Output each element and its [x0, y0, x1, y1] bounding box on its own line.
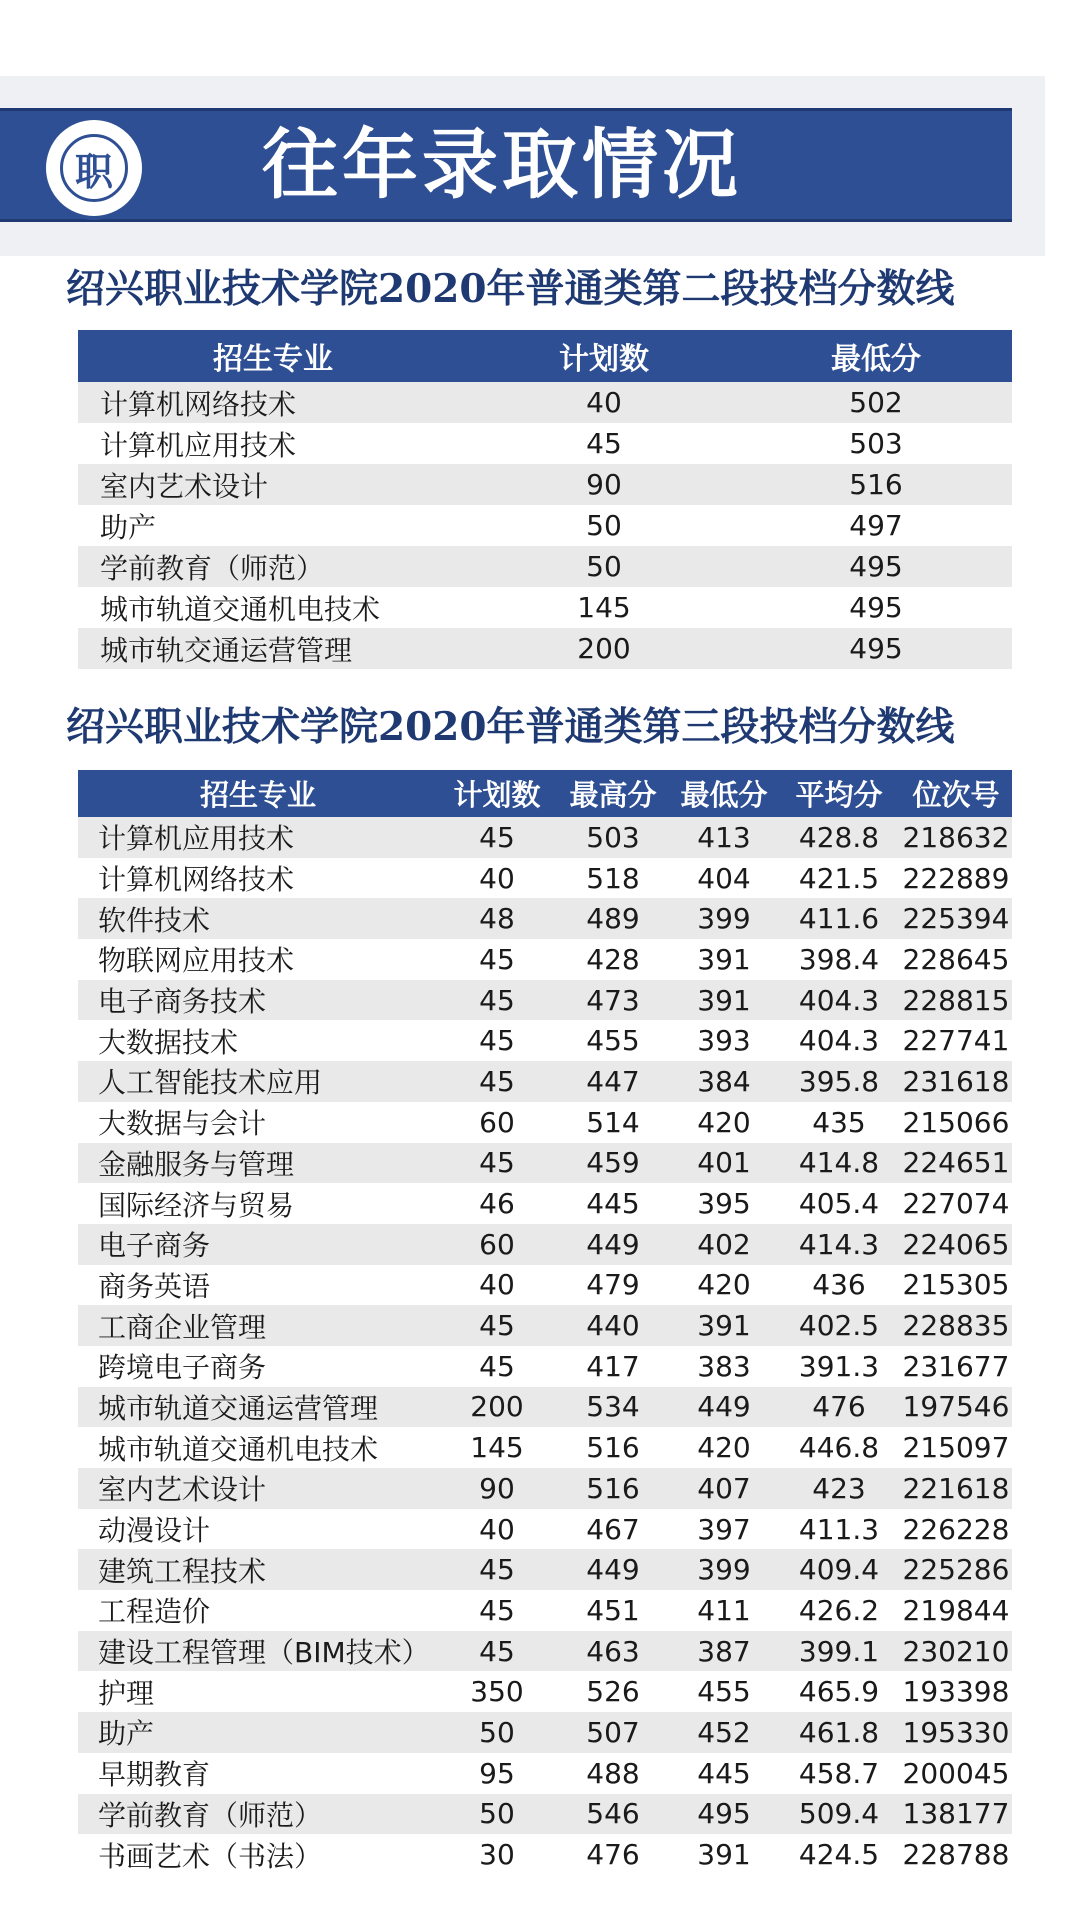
value-cell: 200: [468, 628, 740, 669]
value-cell: 461.8: [778, 1712, 900, 1753]
value-cell: 495: [740, 546, 1012, 587]
table-row: [78, 1834, 1012, 1875]
major-name-cell: 计算机应用技术: [100, 428, 297, 462]
college-seal-icon: [42, 116, 146, 220]
value-cell: 455: [586, 1024, 640, 1058]
table-row: [78, 382, 1012, 423]
value-cell: 465.9: [798, 1675, 880, 1709]
value-cell: 395: [697, 1187, 751, 1221]
value-cell: 399: [670, 1549, 778, 1590]
value-cell: 224651: [900, 1143, 1012, 1184]
major-name-cell: 人工智能技术应用: [78, 1061, 438, 1102]
value-cell: 516: [740, 464, 1012, 505]
table-row: [78, 423, 1012, 464]
table-header-row: [78, 330, 1012, 382]
major-name-cell: 城市轨道交通机电技术: [100, 592, 381, 626]
value-cell: 228815: [900, 980, 1012, 1021]
value-cell: 473: [556, 980, 670, 1021]
value-cell: 45: [438, 980, 556, 1021]
value-cell: 221618: [900, 1468, 1012, 1509]
value-cell: 145: [577, 591, 631, 624]
major-name-cell: 建设工程管理（BIM技术）: [78, 1631, 438, 1672]
table-row: [78, 817, 1012, 858]
table-row: [78, 546, 1012, 587]
major-name-cell: 城市轨道交通机电技术: [98, 1432, 379, 1466]
value-cell: 463: [556, 1631, 670, 1672]
major-name-cell: 工商企业管理: [78, 1305, 438, 1346]
value-cell: 215305: [902, 1268, 1010, 1302]
value-cell: 387: [670, 1631, 778, 1672]
value-cell: 30: [479, 1838, 515, 1872]
value-cell: 48: [438, 898, 556, 939]
major-name-cell: 早期教育: [98, 1758, 211, 1792]
value-cell: 350: [470, 1675, 524, 1709]
table-row: [78, 939, 1012, 980]
major-name-cell: 室内艺术设计: [78, 1468, 438, 1509]
value-cell: 476: [778, 1387, 900, 1428]
table-row: [78, 1265, 1012, 1306]
table-row: [78, 1183, 1012, 1224]
seal-glyph: 职: [74, 149, 113, 194]
value-cell: 459: [556, 1143, 670, 1184]
value-cell: 384: [670, 1061, 778, 1102]
table-header-row: [78, 770, 1012, 817]
value-cell: 393: [697, 1024, 751, 1058]
value-cell: 227741: [902, 1024, 1010, 1058]
value-cell: 60: [479, 1105, 515, 1139]
value-cell: 440: [556, 1305, 670, 1346]
major-name-cell: 室内艺术设计: [78, 464, 468, 505]
section2-title: 绍兴职业技术学院2020年普通类第三段投档分数线: [66, 704, 955, 750]
value-cell: 95: [479, 1756, 515, 1790]
section2-table: [78, 770, 1012, 1875]
value-cell: 420: [697, 1268, 751, 1302]
column-header: 计划数: [468, 330, 740, 382]
major-name-cell: 软件技术: [78, 898, 438, 939]
table-row: [78, 1224, 1012, 1265]
table-row: [78, 980, 1012, 1021]
value-cell: 489: [556, 898, 670, 939]
value-cell: 399.1: [778, 1631, 900, 1672]
major-name-cell: 电子商务: [78, 1224, 438, 1265]
value-cell: 215066: [902, 1105, 1010, 1139]
value-cell: 90: [468, 464, 740, 505]
value-cell: 197546: [900, 1387, 1012, 1428]
value-cell: 40: [479, 861, 515, 895]
value-cell: 449: [670, 1387, 778, 1428]
value-cell: 50: [586, 509, 622, 542]
value-cell: 414.3: [778, 1224, 900, 1265]
table-row: [78, 1102, 1012, 1143]
value-cell: 200: [438, 1387, 556, 1428]
value-cell: 420: [697, 1105, 751, 1139]
value-cell: 495: [849, 591, 903, 624]
value-cell: 518: [586, 861, 640, 895]
value-cell: 407: [670, 1468, 778, 1509]
major-name-cell: 电子商务技术: [78, 980, 438, 1021]
major-name-cell: 跨境电子商务: [98, 1351, 267, 1385]
table-row: [78, 1549, 1012, 1590]
value-cell: 401: [670, 1143, 778, 1184]
section1-table: [78, 330, 1012, 669]
value-cell: 50: [438, 1794, 556, 1835]
value-cell: 411.3: [798, 1512, 880, 1546]
value-cell: 391: [697, 1838, 751, 1872]
value-cell: 200045: [902, 1756, 1010, 1790]
value-cell: 452: [670, 1712, 778, 1753]
value-cell: 455: [697, 1675, 751, 1709]
value-cell: 50: [438, 1712, 556, 1753]
value-cell: 218632: [900, 817, 1012, 858]
value-cell: 45: [479, 1024, 515, 1058]
value-cell: 402.5: [778, 1305, 900, 1346]
major-name-cell: 大数据技术: [98, 1025, 239, 1059]
value-cell: 193398: [902, 1675, 1010, 1709]
value-cell: 231677: [902, 1349, 1010, 1383]
value-cell: 479: [586, 1268, 640, 1302]
value-cell: 402: [670, 1224, 778, 1265]
value-cell: 447: [556, 1061, 670, 1102]
value-cell: 488: [586, 1756, 640, 1790]
value-cell: 404.3: [798, 1024, 880, 1058]
value-cell: 46: [479, 1187, 515, 1221]
major-name-cell: 大数据与会计: [98, 1107, 267, 1141]
value-cell: 502: [740, 382, 1012, 423]
value-cell: 446.8: [798, 1431, 880, 1465]
table-row: [78, 1590, 1012, 1631]
value-cell: 414.8: [778, 1143, 900, 1184]
column-header: 平均分: [778, 770, 900, 817]
value-cell: 420: [697, 1431, 751, 1465]
value-cell: 230210: [900, 1631, 1012, 1672]
value-cell: 404: [697, 861, 751, 895]
value-cell: 417: [586, 1349, 640, 1383]
value-cell: 435: [812, 1105, 866, 1139]
value-cell: 399: [670, 898, 778, 939]
value-cell: 424.5: [798, 1838, 880, 1872]
value-cell: 45: [479, 1593, 515, 1627]
value-cell: 404.3: [778, 980, 900, 1021]
table-row: [78, 628, 1012, 669]
value-cell: 449: [556, 1224, 670, 1265]
value-cell: 219844: [902, 1593, 1010, 1627]
table-row: [78, 587, 1012, 628]
value-cell: 40: [479, 1268, 515, 1302]
table-row: [78, 1509, 1012, 1550]
value-cell: 467: [586, 1512, 640, 1546]
table-row: [78, 858, 1012, 899]
value-cell: 398.4: [798, 942, 880, 976]
value-cell: 145: [470, 1431, 524, 1465]
value-cell: 228645: [902, 942, 1010, 976]
value-cell: 391.3: [798, 1349, 880, 1383]
column-header: 招生专业: [78, 330, 468, 382]
table-row: [78, 1671, 1012, 1712]
table-row: [78, 1061, 1012, 1102]
major-name-cell: 计算机网络技术: [78, 382, 468, 423]
value-cell: 226228: [902, 1512, 1010, 1546]
banner-title: 往年录取情况: [262, 120, 742, 209]
value-cell: 411.6: [778, 898, 900, 939]
table-row: [78, 1305, 1012, 1346]
major-name-cell: 工程造价: [98, 1595, 211, 1629]
value-cell: 222889: [902, 861, 1010, 895]
value-cell: 225286: [900, 1549, 1012, 1590]
value-cell: 228835: [900, 1305, 1012, 1346]
table-row: [78, 1427, 1012, 1468]
value-cell: 421.5: [798, 861, 880, 895]
table-row: [78, 898, 1012, 939]
value-cell: 391: [670, 980, 778, 1021]
value-cell: 476: [586, 1838, 640, 1872]
column-header: 招生专业: [78, 770, 438, 817]
value-cell: 45: [438, 817, 556, 858]
value-cell: 395.8: [778, 1061, 900, 1102]
value-cell: 497: [849, 509, 903, 542]
major-name-cell: 书画艺术（书法）: [98, 1839, 323, 1873]
value-cell: 546: [556, 1794, 670, 1835]
table-row: [78, 1468, 1012, 1509]
value-cell: 449: [556, 1549, 670, 1590]
table-row: [78, 464, 1012, 505]
value-cell: 426.2: [798, 1593, 880, 1627]
major-name-cell: 动漫设计: [98, 1514, 211, 1548]
value-cell: 45: [438, 1549, 556, 1590]
column-header: 计划数: [438, 770, 556, 817]
value-cell: 445: [586, 1187, 640, 1221]
value-cell: 45: [479, 942, 515, 976]
value-cell: 436: [812, 1268, 866, 1302]
value-cell: 231618: [900, 1061, 1012, 1102]
value-cell: 45: [438, 1631, 556, 1672]
value-cell: 391: [697, 942, 751, 976]
value-cell: 509.4: [778, 1794, 900, 1835]
value-cell: 503: [849, 427, 903, 460]
value-cell: 405.4: [798, 1187, 880, 1221]
major-name-cell: 物联网应用技术: [98, 944, 295, 978]
value-cell: 195330: [900, 1712, 1012, 1753]
value-cell: 227074: [902, 1187, 1010, 1221]
value-cell: 428.8: [778, 817, 900, 858]
major-name-cell: 护理: [98, 1676, 155, 1710]
major-name-cell: 助产: [78, 1712, 438, 1753]
major-name-cell: 计算机应用技术: [78, 817, 438, 858]
major-name-cell: 城市轨道交通运营管理: [78, 1387, 438, 1428]
value-cell: 445: [697, 1756, 751, 1790]
table-row: [78, 1631, 1012, 1672]
value-cell: 458.7: [798, 1756, 880, 1790]
table-row: [78, 1387, 1012, 1428]
major-name-cell: 城市轨交通运营管理: [78, 628, 468, 669]
major-name-cell: 商务英语: [98, 1269, 211, 1303]
column-header: 最低分: [740, 330, 1012, 382]
value-cell: 451: [586, 1593, 640, 1627]
value-cell: 40: [479, 1512, 515, 1546]
value-cell: 428: [586, 942, 640, 976]
value-cell: 507: [556, 1712, 670, 1753]
value-cell: 45: [438, 1143, 556, 1184]
value-cell: 516: [586, 1431, 640, 1465]
value-cell: 225394: [900, 898, 1012, 939]
value-cell: 409.4: [778, 1549, 900, 1590]
value-cell: 514: [586, 1105, 640, 1139]
value-cell: 60: [438, 1224, 556, 1265]
column-header: 最低分: [670, 770, 778, 817]
value-cell: 526: [586, 1675, 640, 1709]
value-cell: 534: [556, 1387, 670, 1428]
value-cell: 40: [468, 382, 740, 423]
value-cell: 45: [479, 1349, 515, 1383]
value-cell: 45: [438, 1305, 556, 1346]
value-cell: 215097: [902, 1431, 1010, 1465]
major-name-cell: 计算机网络技术: [98, 863, 295, 897]
major-name-cell: 金融服务与管理: [78, 1143, 438, 1184]
value-cell: 50: [468, 546, 740, 587]
column-header: 位次号: [900, 770, 1012, 817]
value-cell: 397: [697, 1512, 751, 1546]
column-header: 最高分: [556, 770, 670, 817]
value-cell: 516: [556, 1468, 670, 1509]
value-cell: 503: [556, 817, 670, 858]
table-row: [78, 1346, 1012, 1387]
table-row: [78, 1143, 1012, 1184]
section1-title: 绍兴职业技术学院2020年普通类第二段投档分数线: [66, 266, 955, 312]
table-row: [78, 1794, 1012, 1835]
value-cell: 423: [778, 1468, 900, 1509]
value-cell: 383: [697, 1349, 751, 1383]
value-cell: 413: [670, 817, 778, 858]
value-cell: 224065: [900, 1224, 1012, 1265]
value-cell: 90: [438, 1468, 556, 1509]
major-name-cell: 学前教育（师范）: [78, 546, 468, 587]
value-cell: 228788: [902, 1838, 1010, 1872]
value-cell: 45: [586, 427, 622, 460]
value-cell: 495: [670, 1794, 778, 1835]
table-row: [78, 1020, 1012, 1061]
value-cell: 391: [670, 1305, 778, 1346]
major-name-cell: 国际经济与贸易: [98, 1188, 295, 1222]
table-row: [78, 1753, 1012, 1794]
value-cell: 495: [740, 628, 1012, 669]
value-cell: 411: [697, 1593, 751, 1627]
value-cell: 45: [438, 1061, 556, 1102]
major-name-cell: 助产: [100, 510, 157, 544]
table-row: [78, 505, 1012, 546]
major-name-cell: 建筑工程技术: [78, 1549, 438, 1590]
value-cell: 138177: [900, 1794, 1012, 1835]
major-name-cell: 学前教育（师范）: [78, 1794, 438, 1835]
table-row: [78, 1712, 1012, 1753]
